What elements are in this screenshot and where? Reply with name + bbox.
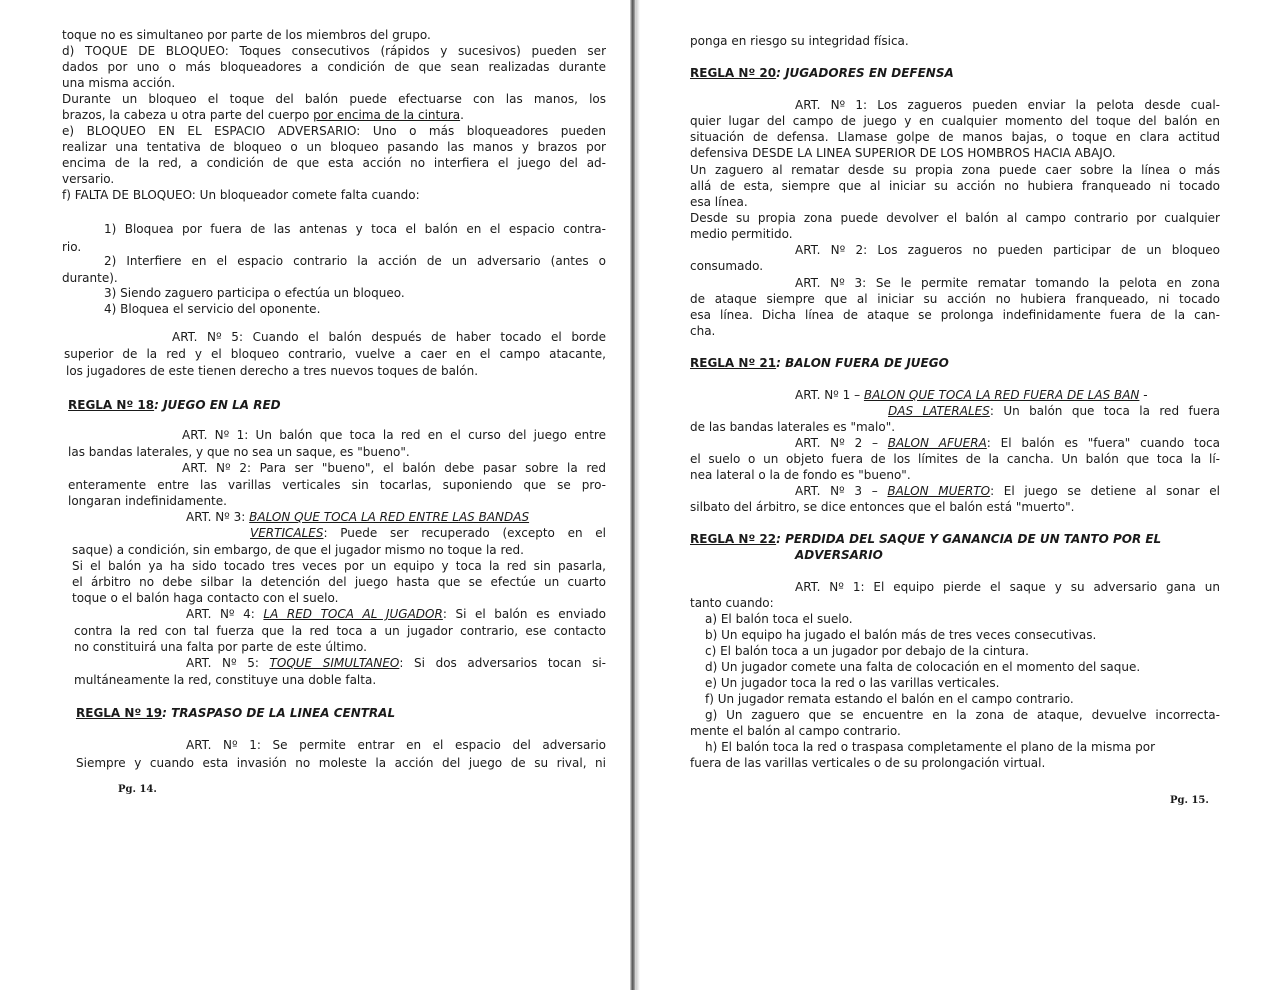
text-line: 4) Bloquea el servicio del oponente. <box>104 302 321 316</box>
text-line: nea lateral o la de fondo es "bueno". <box>690 468 911 482</box>
text-line: silbato del árbitro, se dice entonces que el balón está "muerto". <box>690 500 1075 514</box>
text-line: g) Un zaguero que se encuentre en la zona de ataque, devuelve incorrecta- <box>705 708 1220 722</box>
text-line: toque no es simultaneo por parte de los miembros del grupo. <box>62 28 431 42</box>
rule-title: : PERDIDA DEL SAQUE Y GANANCIA DE UN TANTO POR EL <box>776 532 1162 546</box>
rule-heading <box>68 398 281 414</box>
text-line: allá de esta, siempre que al iniciar su acción no hubiera franqueado ni tocado <box>690 179 1220 193</box>
underlined-term: BALON QUE TOCA LA RED FUERA DE LAS BAN <box>863 388 1140 402</box>
text-line: medio permitido. <box>690 227 793 241</box>
underlined-term: VERTICALES <box>250 526 324 540</box>
text-line: Desde su propia zona puede devolver el balón al campo contrario por cualquier <box>690 211 1220 225</box>
text-line: b) Un equipo ha jugado el balón más de tres veces consecutivas. <box>705 628 1097 642</box>
text-line: d) Un jugador comete una falta de colocación en el momento del saque. <box>705 660 1141 674</box>
text-line: ART. Nº 1: Los zagueros pueden enviar la pelota desde cual- <box>795 98 1220 112</box>
text-line: h) El balón toca la red o traspasa completamente el plano de la misma por <box>705 740 1156 754</box>
underlined-term: DAS LATERALES <box>888 404 990 418</box>
text-line: 1) Bloquea por fuera de las antenas y toca el balón en el espacio contra- <box>104 222 606 236</box>
text-line: saque) a condición, sin embargo, de que el jugador mismo no toque la red. <box>72 543 524 557</box>
page-number-left: Pg. 14. <box>118 784 157 795</box>
text-line: e) BLOQUEO EN EL ESPACIO ADVERSARIO: Uno o más bloqueadores pueden <box>62 124 606 138</box>
text-line: una misma acción. <box>62 76 176 90</box>
text-line: 3) Siendo zaguero participa o efectúa un bloqueo. <box>104 286 405 300</box>
text-line: situación de defensa. Llamase golpe de manos bajas, o toque en clara actitud <box>690 130 1220 144</box>
text-line: enteramente entre las varillas verticales sin tocarlas, suponiendo que se pro- <box>68 478 606 492</box>
text-line: tanto cuando: <box>690 596 774 610</box>
text-line: longaran indefinidamente. <box>68 494 227 508</box>
text-line <box>250 526 606 542</box>
text-line: ART. Nº 5: Cuando el balón después de haber tocado el borde <box>172 330 606 344</box>
text-line: Si el balón ya ha sido tocado tres veces por un equipo y toca la red sin pasarla, <box>72 559 606 573</box>
text-segment: : El balón es "fuera" cuando toca <box>986 436 1220 450</box>
text-line: ART. Nº 1: El equipo pierde el saque y su adversario gana un <box>795 580 1220 594</box>
text-line: 2) Interfiere en el espacio contrario la acción de un adversario (antes o <box>104 254 606 268</box>
text-segment: brazos, la cabeza u otra parte del cuerpo <box>62 108 314 122</box>
text-segment: . <box>460 108 464 122</box>
text-segment: : Si el balón es enviado <box>442 607 606 621</box>
text-line: multáneamente la red, constituye una doble falta. <box>74 673 377 687</box>
text-line: defensiva DESDE LA LINEA SUPERIOR DE LOS HOMBROS HACIA ABAJO. <box>690 146 1116 160</box>
text-line: de ataque siempre que al iniciar su acción no hubiera franqueado, ni tocado <box>690 292 1220 306</box>
text-line: ART. Nº 1: Un balón que toca la red en el curso del juego entre <box>182 428 606 442</box>
text-line: quier lugar del campo de juego y en cualquier momento del toque del balón en <box>690 114 1220 128</box>
text-line: versario. <box>62 172 115 186</box>
text-line <box>186 607 606 623</box>
text-line <box>186 510 529 526</box>
text-line: los jugadores de este tienen derecho a tres nuevos toques de balón. <box>66 364 479 378</box>
text-line: fuera de las varillas verticales o de su prolongación virtual. <box>690 756 1046 770</box>
text-line: no constituirá una falta por parte de este último. <box>74 640 367 654</box>
rule-number: REGLA Nº 22 <box>690 532 777 546</box>
text-line: ART. Nº 2: Los zagueros no pueden participar de un bloqueo <box>795 243 1220 257</box>
text-segment: ART. Nº 2 – <box>795 436 888 450</box>
text-line <box>795 436 1220 452</box>
text-line: ART. Nº 3: Se le permite rematar tomando la pelota en zona <box>795 276 1220 290</box>
text-line: esa línea. Dicha línea de ataque se prolonga indefinidamente fuera de la can- <box>690 308 1220 322</box>
text-line <box>795 388 1148 404</box>
text-segment: : Puede ser recuperado (excepto en el <box>323 526 606 540</box>
text-segment: ART. Nº 4: <box>186 607 264 621</box>
text-line: contra la red con tal fuerza que la red toca a un jugador contrario, ese contacto <box>74 624 606 638</box>
text-line: superior de la red y el bloqueo contrario, vuelve a caer en el campo atacante, <box>64 347 606 361</box>
text-line: consumado. <box>690 259 764 273</box>
text-line: a) El balón toca el suelo. <box>705 612 853 626</box>
underlined-term: BALON AFUERA <box>887 436 987 450</box>
text-line: rio. <box>62 240 82 254</box>
text-line: Siempre y cuando esta invasión no moleste la acción del juego de su rival, ni <box>76 756 606 770</box>
text-line: ADVERSARIO <box>795 548 883 562</box>
underlined-term: por encima de la cintura <box>313 108 461 122</box>
text-line: ART. Nº 1: Se permite entrar en el espacio del adversario <box>186 738 606 752</box>
text-line: Un zaguero al rematar desde su propia zona puede caer sobre la línea o más <box>690 163 1220 177</box>
text-segment: - <box>1139 388 1148 402</box>
text-line: Durante un bloqueo el toque del balón puede efectuarse con las manos, los <box>62 92 606 106</box>
text-line: f) FALTA DE BLOQUEO: Un bloqueador comete falta cuando: <box>62 188 420 202</box>
page-number-right: Pg. 15. <box>1170 795 1209 806</box>
rule-heading <box>690 532 1161 548</box>
text-line: durante). <box>62 271 118 285</box>
left-page <box>0 0 630 990</box>
rule-number: REGLA Nº 21 <box>690 356 777 370</box>
rule-number: REGLA Nº 19 <box>76 706 163 720</box>
text-segment: ART. Nº 3 – <box>795 484 888 498</box>
underlined-term: BALON MUERTO <box>887 484 991 498</box>
text-line: ponga en riesgo su integridad física. <box>690 34 909 48</box>
text-line: f) Un jugador remata estando el balón en el campo contrario. <box>705 692 1074 706</box>
rule-heading <box>76 706 395 722</box>
rule-number: REGLA Nº 18 <box>68 398 155 412</box>
text-line <box>888 404 1220 420</box>
text-line: el árbitro no debe silbar la detención del juego hasta que se efectúe un cuarto <box>72 575 606 589</box>
text-line: mente el balón al campo contrario. <box>690 724 901 738</box>
text-line: las bandas laterales, y que no sea un saque, es "bueno". <box>68 445 410 459</box>
text-line: e) Un jugador toca la red o las varillas verticales. <box>705 676 1000 690</box>
text-line: de las bandas laterales es "malo". <box>690 420 896 434</box>
text-line <box>186 656 606 672</box>
underlined-term: TOQUE SIMULTANEO <box>269 656 400 670</box>
rule-title: : BALON FUERA DE JUEGO <box>776 356 949 370</box>
text-segment: : Si dos adversarios tocan si- <box>399 656 606 670</box>
rule-number: REGLA Nº 20 <box>690 66 777 80</box>
rule-title: : JUGADORES EN DEFENSA <box>776 66 954 80</box>
text-line <box>62 108 464 124</box>
rule-heading <box>690 356 949 372</box>
right-page <box>640 0 1280 990</box>
rule-title: : JUEGO EN LA RED <box>154 398 281 412</box>
text-line: el suelo o un objeto fuera de los límites de la cancha. Un balón que toca la lí- <box>690 452 1220 466</box>
text-line: realizar una tentativa de bloqueo o un bloqueo pasando las manos y brazos por <box>62 140 606 154</box>
text-line: esa línea. <box>690 195 748 209</box>
text-segment: : El juego se detiene al sonar el <box>990 484 1220 498</box>
text-line: toque o el balón haga contacto con el suelo. <box>72 591 339 605</box>
text-line: cha. <box>690 324 716 338</box>
text-line: d) TOQUE DE BLOQUEO: Toques consecutivos (rápidos y sucesivos) pueden ser <box>62 44 606 58</box>
rule-heading <box>690 66 954 82</box>
rule-title: : TRASPASO DE LA LINEA CENTRAL <box>162 706 396 720</box>
text-line: dados por uno o más bloqueadores a condición de que sean realizadas durante <box>62 60 606 74</box>
underlined-term: BALON QUE TOCA LA RED ENTRE LAS BANDAS <box>249 510 530 524</box>
text-segment: ART. Nº 3: <box>186 510 250 524</box>
text-line: c) El balón toca a un jugador por debajo de la cintura. <box>705 644 1029 658</box>
text-line <box>795 484 1220 500</box>
text-segment: : Un balón que toca la red fuera <box>989 404 1220 418</box>
text-line: ART. Nº 2: Para ser "bueno", el balón debe pasar sobre la red <box>182 461 606 475</box>
underlined-term: LA RED TOCA AL JUGADOR <box>263 607 443 621</box>
text-line: encima de la red, a condición de que esta acción no interfiera el juego del ad- <box>62 156 606 170</box>
text-segment: ART. Nº 5: <box>186 656 270 670</box>
text-segment: ART. Nº 1 – <box>795 388 864 402</box>
